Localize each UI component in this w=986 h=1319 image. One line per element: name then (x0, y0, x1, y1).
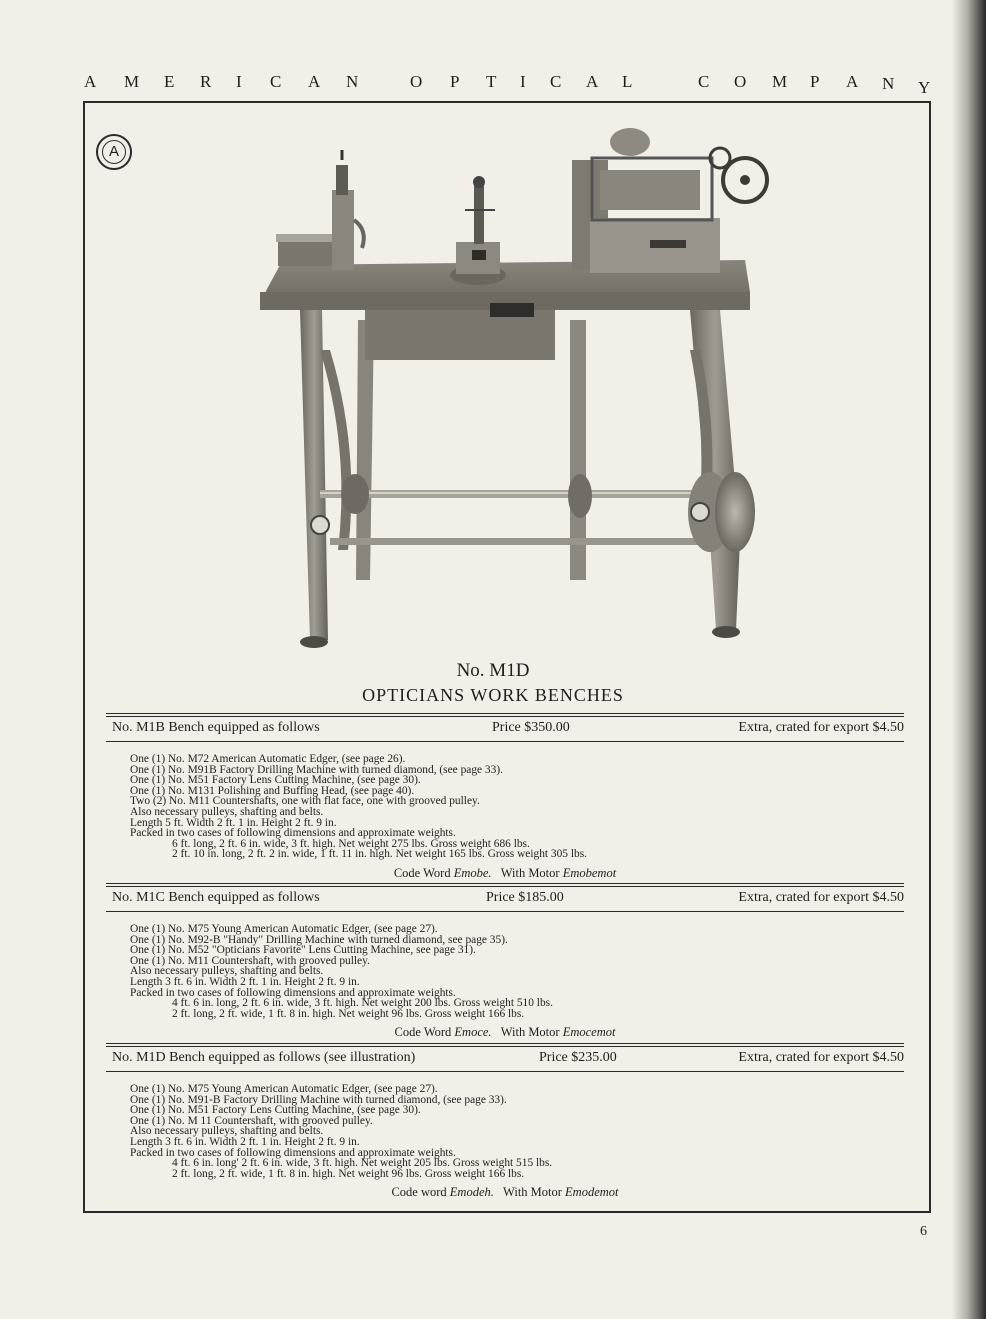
detail-line-indented: 4 ft. 6 in. long' 2 ft. 6 in. wide, 3 ft. high. Net weight 205 lbs. Gross weight 515 lbs. (172, 1157, 553, 1170)
motor-label: With Motor (503, 1185, 562, 1200)
motor-code-word: Emocemot (562, 1025, 616, 1040)
detail-line: One (1) No. M92-B "Handy" Drilling Machine with turned diamond, see page 35). (130, 933, 508, 946)
running-head-letter: Y (918, 78, 931, 97)
code-word: Emobe. (453, 865, 492, 880)
detail-line: One (1) No. M91-B Factory Drilling Machine with turned diamond, (see page 33). (130, 1093, 507, 1106)
running-head-letter: C (698, 72, 710, 91)
detail-line: One (1) No. M52 "Opticians Favorite" Lens Cutting Machine, see page 31). (130, 944, 476, 957)
section-price: Price $185.00 (486, 890, 564, 905)
section-price: Price $235.00 (539, 1050, 617, 1065)
edger-machine (276, 150, 364, 270)
detail-line: Two (2) No. M11 Countershafts, one with flat face, one with grooved pulley. (130, 795, 480, 808)
company-logo (96, 134, 132, 170)
running-head-letter: O (734, 72, 747, 91)
code-word: Emoce. (454, 1025, 492, 1040)
motor-label: With Motor (500, 1025, 560, 1040)
section-rule (106, 911, 904, 912)
detail-line-indented: 2 ft. long, 2 ft. wide, 1 ft. 8 in. high. Net weight 96 lbs. Gross weight 166 lbs. (172, 1167, 525, 1180)
bench-section-m1b (106, 713, 904, 881)
running-head-letter: I (236, 72, 242, 91)
running-head-letter: N (882, 74, 895, 93)
page-number: 6 (920, 1224, 927, 1239)
running-head-letter: T (486, 72, 497, 91)
caption-number: No. M1D (456, 660, 530, 681)
section-export-extra: Extra, crated for export $4.50 (738, 1050, 904, 1065)
detail-line: One (1) No. M11 Countershaft, with grooved pulley. (130, 954, 370, 967)
logo-letter: A (102, 140, 126, 164)
code-word: Emodeh. (449, 1185, 494, 1200)
section-rule (106, 1071, 904, 1072)
bench-photo (250, 120, 770, 665)
section-header (106, 1047, 904, 1071)
detail-line: Also necessary pulleys, shafting and belts. (130, 1125, 324, 1138)
detail-line: Length 3 ft. 6 in. Width 2 ft. 1 in. Height 2 ft. 9 in. (130, 975, 360, 988)
code-word-line (106, 1025, 904, 1040)
motor-label: With Motor (500, 865, 560, 880)
bench-shafting (311, 472, 755, 552)
running-head-letter: C (270, 72, 282, 91)
detail-line: Also necessary pulleys, shafting and belts. (130, 965, 324, 978)
running-head-letter: N (346, 72, 359, 91)
detail-line: Also necessary pulleys, shafting and belts. (130, 805, 324, 818)
running-head-letter: P (450, 72, 460, 91)
section-header (106, 717, 904, 741)
running-head-letter: A (586, 72, 599, 91)
running-head-letter: O (410, 72, 423, 91)
lens-cutting-machine (572, 128, 767, 273)
detail-line: One (1) No. M75 Young American Automatic Edger, (see page 27). (130, 1083, 438, 1095)
detail-line: One (1) No. M 11 Countershaft, with grooved pulley. (130, 1114, 373, 1127)
running-head-letter: R (200, 72, 212, 91)
detail-line: One (1) No. M72 American Automatic Edger, (see page 26). (130, 753, 406, 765)
detail-line-indented: 6 ft. long, 2 ft. 6 in. wide, 3 ft. high. Net weight 275 lbs. Gross weight 686 lbs. (172, 837, 530, 850)
detail-line: Packed in two cases of following dimensions and approximate weights. (130, 1146, 456, 1159)
detail-line: Length 5 ft. Width 2 ft. 1 in. Height 2 ft. 9 in. (130, 816, 337, 829)
detail-line: One (1) No. M75 Young American Automatic Edger, (see page 27). (130, 923, 438, 935)
drilling-machine (450, 176, 506, 285)
section-title: No. M1D Bench equipped as follows (see illustration) (112, 1050, 416, 1065)
detail-line-indented: 4 ft. 6 in. long, 2 ft. 6 in. wide, 3 ft. high. Net weight 200 lbs. Gross weight 510 lbs. (172, 997, 553, 1010)
code-word-line (106, 1185, 904, 1200)
code-word-label: Code Word (394, 1025, 452, 1040)
section-details (130, 1084, 904, 1179)
section-title: No. M1C Bench equipped as follows (112, 890, 320, 905)
running-head-letter: E (164, 72, 175, 91)
bench-legs (300, 310, 740, 648)
detail-line: Packed in two cases of following dimensions and approximate weights. (130, 986, 456, 999)
running-head-letter: M (124, 72, 140, 91)
motor-code-word: Emobemot (562, 865, 617, 880)
running-head-letter: I (520, 72, 526, 91)
section-details (130, 754, 904, 860)
bench-section-m1c (106, 883, 904, 1040)
code-word-label: Code word (391, 1185, 447, 1200)
detail-line: Length 3 ft. 6 in. Width 2 ft. 1 in. Height 2 ft. 9 in. (130, 1135, 360, 1148)
section-title: No. M1B Bench equipped as follows (112, 720, 320, 735)
section-details (130, 924, 904, 1019)
running-head-letter: A (84, 72, 97, 91)
caption-title: OPTICIANS WORK BENCHES (362, 685, 624, 705)
section-rule (106, 741, 904, 742)
detail-line-indented: 2 ft. 10 in. long, 2 ft. 2 in. wide, 1 ft. 11 in. high. Net weight 165 lbs. Gross weight 305 lbs. (172, 848, 587, 861)
bench-drawer (365, 310, 555, 360)
bench-section-m1d (106, 1043, 904, 1200)
section-price: Price $350.00 (492, 720, 570, 735)
running-head-letter: L (622, 72, 633, 91)
running-head-letter: A (308, 72, 321, 91)
motor-code-word: Emodemot (565, 1185, 619, 1200)
detail-line: Packed in two cases of following dimensions and approximate weights. (130, 827, 456, 840)
section-header (106, 887, 904, 911)
detail-line: One (1) No. M131 Polishing and Buffing Head, (see page 40). (130, 784, 415, 797)
section-export-extra: Extra, crated for export $4.50 (738, 720, 904, 735)
detail-line-indented: 2 ft. long, 2 ft. wide, 1 ft. 8 in. high. Net weight 96 lbs. Gross weight 166 lbs. (172, 1007, 525, 1020)
detail-line: One (1) No. M51 Factory Lens Cutting Machine, (see page 30). (130, 774, 421, 787)
running-head-letter: A (846, 72, 859, 91)
detail-line: One (1) No. M91B Factory Drilling Machine with turned diamond, (see page 33). (130, 763, 503, 776)
section-export-extra: Extra, crated for export $4.50 (738, 890, 904, 905)
running-head-letter: P (810, 72, 820, 91)
code-word-label: Code Word (393, 865, 451, 880)
code-word-line (106, 866, 904, 881)
detail-line: One (1) No. M51 Factory Lens Cutting Machine, (see page 30). (130, 1104, 421, 1117)
running-head-letter: C (550, 72, 562, 91)
running-head-letter: M (772, 72, 788, 91)
